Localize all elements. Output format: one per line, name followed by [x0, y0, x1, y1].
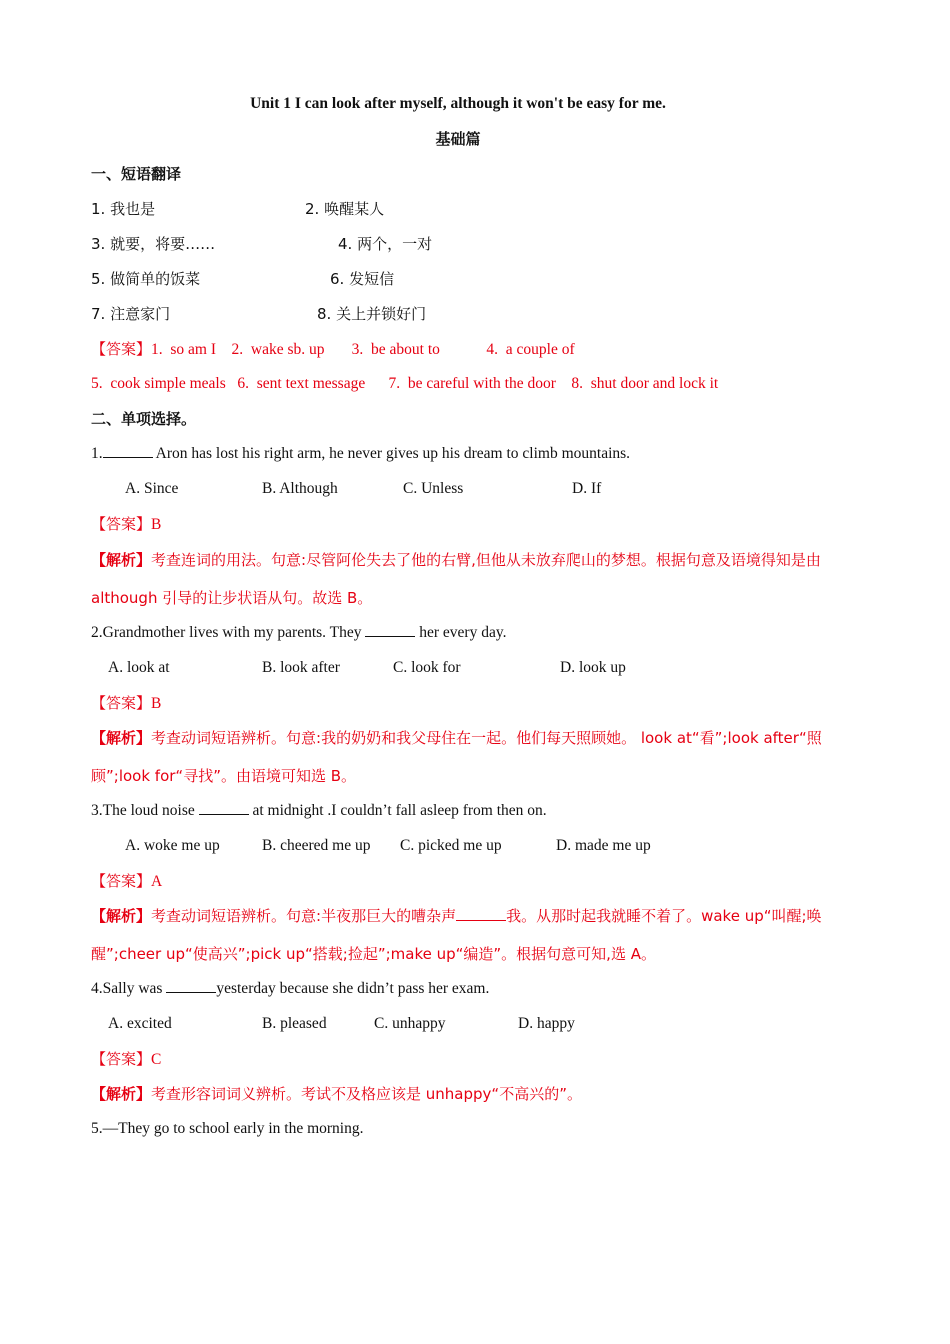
- answer-3: [91, 869, 162, 893]
- answer-blank: [166, 978, 216, 993]
- option-d: D. happy: [518, 1015, 575, 1032]
- analysis-label: 【解析】: [91, 907, 152, 925]
- answer-value: B: [151, 695, 162, 712]
- phrase-item: 7. 注意家门: [91, 305, 171, 323]
- section1-heading: 一、短语翻译: [91, 165, 182, 183]
- phrase-item: 8. 关上并锁好门: [317, 305, 427, 323]
- analysis-text-a: 考查动词短语辨析。句意:半夜那巨大的嘈杂声: [151, 907, 457, 925]
- analysis-1: [91, 541, 863, 617]
- analysis-label: 【解析】: [91, 551, 152, 569]
- option-d: D. If: [572, 480, 602, 497]
- answer-1: [91, 512, 161, 536]
- question-1: [91, 442, 630, 466]
- unit-title: Unit 1 I can look after myself, although it won't be easy for me.: [250, 95, 666, 112]
- section-subtitle: 基础篇: [435, 130, 481, 148]
- question-5: 5.—They go to school early in the morning.: [91, 1120, 364, 1137]
- answer-text: 1. so am I 2. wake sb. up 3. be about to 4. a couple of: [151, 341, 575, 358]
- answer-label: 【答案】: [91, 694, 152, 712]
- answer-value: B: [151, 516, 162, 533]
- analysis-label: 【解析】: [91, 1085, 152, 1103]
- answer-label: 【答案】: [91, 872, 152, 890]
- section1-answers-2: 5. cook simple meals 6. sent text message 7. be careful with the door 8. shut door and lock it: [91, 375, 719, 392]
- analysis-text: 考查连词的用法。句意:尽管阿伦失去了他的右臂,但他从未放弃爬山的梦想。根据句意及语境得知是由 although 引导的让步状语从句。故选 B。: [91, 551, 821, 607]
- question-stem-a: 4.Sally was: [91, 980, 167, 997]
- option-c: C. unhappy: [374, 1015, 446, 1032]
- section1-answers-1: [91, 337, 575, 361]
- answer-blank: [199, 800, 249, 815]
- option-b: B. cheered me up: [262, 837, 371, 854]
- question-4: [91, 977, 489, 1001]
- phrase-item: 4. 两个，一对: [338, 235, 433, 253]
- option-d: D. made me up: [556, 837, 651, 854]
- answer-4: [91, 1047, 161, 1071]
- section2-heading: 二、单项选择。: [91, 410, 197, 428]
- option-d: D. look up: [560, 659, 626, 676]
- question-stem-a: 3.The loud noise: [91, 802, 199, 819]
- answer-label: 【答案】: [91, 515, 152, 533]
- answer-label: 【答案】: [91, 1050, 152, 1068]
- answer-2: [91, 691, 161, 715]
- question-number: 1.: [91, 445, 103, 462]
- analysis-text: 考查动词短语辨析。句意:我的奶奶和我父母住在一起。他们每天照顾她。 look at“看”;look after“照顾”;look for“寻找”。由语境可知选 B。: [91, 729, 822, 785]
- option-a: A. Since: [125, 480, 179, 497]
- analysis-4: [91, 1082, 582, 1106]
- phrase-item: 2. 唤醒某人: [305, 200, 385, 218]
- option-a: A. look at: [108, 659, 170, 676]
- answer-value: A: [151, 873, 163, 890]
- phrase-item: 3. 就要，将要……: [91, 235, 216, 253]
- phrase-item: 5. 做简单的饭菜: [91, 270, 201, 288]
- question-stem-b: yesterday because she didn’t pass her exam.: [216, 980, 490, 997]
- option-b: B. pleased: [262, 1015, 327, 1032]
- option-a: A. woke me up: [125, 837, 220, 854]
- analysis-label: 【解析】: [91, 729, 152, 747]
- answer-blank: [365, 622, 415, 637]
- phrase-item: 1. 我也是: [91, 200, 156, 218]
- analysis-text: 考查形容词词义辨析。考试不及格应该是 unhappy“不高兴的”。: [151, 1085, 582, 1103]
- phrase-item: 6. 发短信: [330, 270, 395, 288]
- question-stem-b: her every day.: [415, 624, 507, 641]
- option-c: C. Unless: [403, 480, 464, 497]
- question-2: [91, 621, 506, 645]
- option-b: B. look after: [262, 659, 340, 676]
- answer-value: C: [151, 1051, 162, 1068]
- answer-blank: [456, 906, 506, 921]
- question-stem-a: 2.Grandmother lives with my parents. They: [91, 624, 366, 641]
- question-stem-b: at midnight .I couldn’t fall asleep from then on.: [248, 802, 547, 819]
- answer-blank: [103, 443, 153, 458]
- analysis-text-b: 我。从那时起我就睡不着了。wake up“叫醒;唤醒”;cheer up“使高兴”;pick up“搭载;捡起”;make up“编造”。根据句意可知,选 A。: [91, 907, 822, 963]
- option-a: A. excited: [108, 1015, 172, 1032]
- question-3: [91, 799, 547, 823]
- option-c: C. picked me up: [400, 837, 502, 854]
- analysis-2: [91, 719, 863, 795]
- option-b: B. Although: [262, 480, 338, 497]
- option-c: C. look for: [393, 659, 461, 676]
- answer-label: 【答案】: [91, 340, 152, 358]
- analysis-3: [91, 897, 863, 973]
- question-stem: Aron has lost his right arm, he never gives up his dream to climb mountains.: [152, 445, 631, 462]
